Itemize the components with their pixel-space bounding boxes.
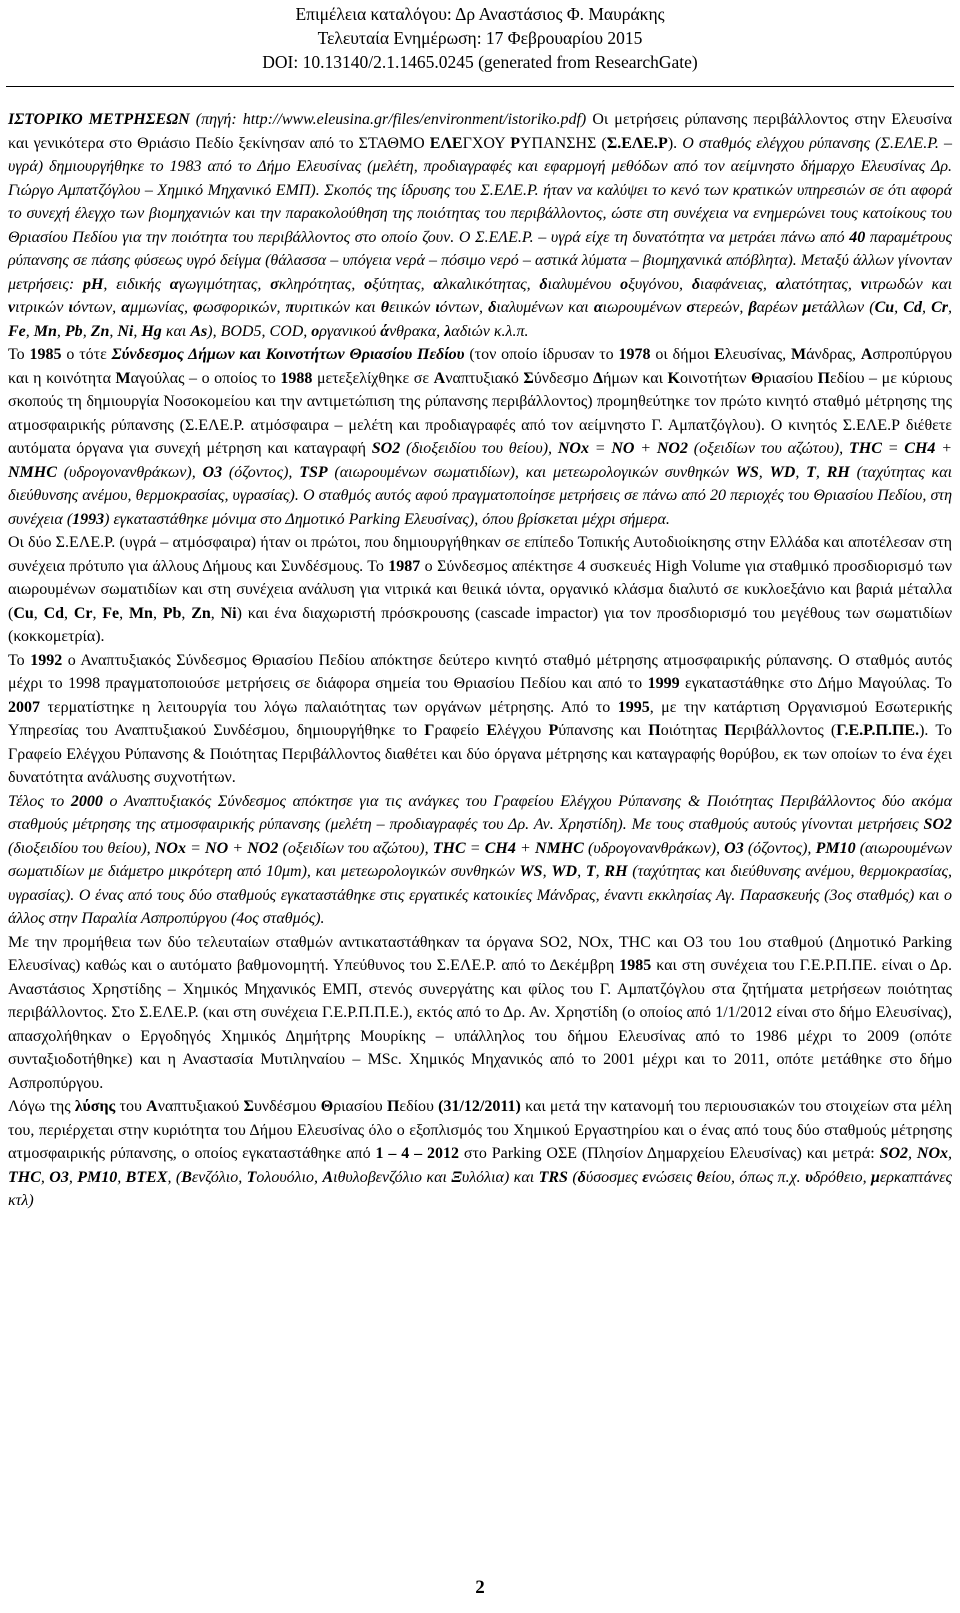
bold-run: Ρ xyxy=(548,722,559,739)
italic-run: (ταχύτητας και διεύθυνσης ανέμου, θερμοκρασίας, υγρασίας). Ο σταθμός αυτός αφού πραγματοποίησε μετρήσεις σε πάνω από 20 περιοχές του Θριασίου Πεδίου, στη συνέχεια ( xyxy=(8,463,953,528)
text-run: (τον οποίο ίδρυσαν το xyxy=(464,346,619,363)
italic-run: , xyxy=(577,863,586,880)
bold-run: RH xyxy=(604,863,628,880)
bold-run: θ xyxy=(380,299,390,316)
bold-run: NO2 xyxy=(247,839,279,857)
bold-run: Μ xyxy=(115,369,131,387)
italic-run: ξύτητας, xyxy=(372,275,434,293)
bold-run: φ xyxy=(193,299,203,316)
text-run: , xyxy=(210,604,221,622)
bold-run: Κ xyxy=(667,369,680,387)
header-update-line: Τελευταία Ενημέρωση: 17 Φεβρουαρίου 2015 xyxy=(317,28,643,48)
italic-run: κληρότητας, xyxy=(278,275,365,293)
bold-run: α xyxy=(775,275,785,293)
bold-run: δ xyxy=(577,1168,586,1186)
text-run: ). Το Γραφείο Ελέγχου Ρύπανσης & Ποιότητας Περιβάλλοντος διαθέτει και δύο όργανα μέτρησης και καταγραφής θορύβου, εκ των οποίων το ένα έχει δυνατότητα ανάλυσης συχνοτήτων. xyxy=(8,722,953,786)
bold-run: Π xyxy=(386,1098,400,1115)
text-run: ύπανσης και xyxy=(558,722,649,739)
bold-run: 1993 xyxy=(72,510,105,528)
text-run: υνδέσμου xyxy=(253,1098,321,1115)
italic-run: Ο σταθμός ελέγχου ρύπανσης (Σ.ΕΛΕ.Ρ. – υγρά) δημιουργήθηκε το 1983 από το Δήμο Ελευσίνας (μελέτη, προδιαγραφές και εφαρμογή μεθόδων από τον αείμνηστο δήμαρχο Ελευσίνας Δρ. Γιώργο Αμπατζόγλου – Χημικό Μηχανικό ΕΜΠ). Σκοπός της ίδρυσης του Σ.ΕΛΕ.Ρ. ήταν να καλύψει το κενό των κρατικών υπηρεσιών σε ότι αφορά το συνεχή έλεγχο των βιομηχανιών και την παρακολούθηση της ποιότητας του περιβάλλοντος, ώστε στη συνέχεια να ενημερώνει τους κατοίκους του Θριασίου Πεδίου για την ποιότητα του περιβάλλοντος στο οποίο ζουν. Ο Σ.ΕΛΕ.Ρ. – υγρά είχε τη δυνατότητα να μετράει πάνω από xyxy=(8,134,952,246)
text-run: , xyxy=(64,604,74,622)
bold-run: 1992 xyxy=(30,651,63,669)
italic-run: (οξειδίων του αζώτου), xyxy=(278,839,433,857)
text-run: και μετά την κατανομή του περιουσιακών του στοιχείων στα μέλη του, περιέρχεται στην κυριότητα του Δήμου Ελευσίνας όλο ο εξοπλισμός του Χημικού Εργαστηρίου και ο ένας από τους δύο σταθμούς μέτρησης ατμοσφαιρικής ρύπανσης, ο οποίος εγκαταστάθηκε από xyxy=(8,1098,953,1162)
bold-run: NO xyxy=(611,440,635,457)
text-run: λευσίνας, xyxy=(724,346,791,363)
bold-run: 40 xyxy=(849,228,866,246)
italic-run: ιθυλοβενζόλιο και xyxy=(333,1168,452,1186)
italic-run: ειικών xyxy=(389,299,436,316)
italic-run: Τέλος το xyxy=(8,792,71,810)
text-run: ναπτυξιακού xyxy=(157,1098,244,1115)
italic-run: , xyxy=(109,322,118,340)
bold-run: ν xyxy=(8,299,16,316)
italic-run: , xyxy=(758,463,770,481)
italic-run: , xyxy=(894,299,904,316)
text-run: , xyxy=(181,604,192,622)
bold-run: Α xyxy=(433,369,446,387)
paragraph-1985 xyxy=(8,343,952,531)
italic-run: (ταχύτητας και διεύθυνσης ανέμου, θερμοκρασίας, υγρασίας). Ο ένας από τους δύο σταθμούς εγκαταστάθηκε στις εργατικές κατοικίες Μάνδρας, έναντι εκκλησίας Αγ. Παρασκευής (3ος σταθμός) και ο άλλος στην Παραλία Ασπροπύργου (4ος σταθμός). xyxy=(8,863,953,927)
italic-run: , xyxy=(117,1168,126,1186)
italic-run: παραμέτρους ρύπανσης σε πάσης φύσεως υγρό δείγμα (θάλασσα – υπόγεια νερά – πόσιμο νερό – αστικά λύματα – βιομηχανικά απόβλητα). Μεταξύ άλλων γίνονταν μετρήσεις: xyxy=(8,228,952,293)
bold-run: Pb xyxy=(64,322,83,340)
bold-run: WD xyxy=(769,463,796,481)
bold-run: As xyxy=(190,322,208,340)
text-run: του xyxy=(115,1098,147,1115)
bold-run: Σ xyxy=(523,369,534,387)
bold-run: Θ xyxy=(751,369,764,387)
bold-run: 1995 xyxy=(617,698,650,716)
paragraph-history xyxy=(8,108,952,343)
italic-run: (διοξειδίου του θείου), xyxy=(8,839,155,857)
bold-run: 1999 xyxy=(647,675,680,692)
bold-run: Cr xyxy=(73,604,93,622)
italic-run: + xyxy=(935,440,953,457)
italic-run: , ειδικής xyxy=(103,275,170,293)
bold-run: υ xyxy=(805,1168,813,1186)
bold-run: λύσης xyxy=(74,1098,116,1115)
text-run: ύνδεσμο xyxy=(533,369,594,387)
section-heading: ΙΣΤΟΡΙΚΟ ΜΕΤΡΗΣΕΩΝ xyxy=(8,111,190,128)
bold-run: Ξ xyxy=(451,1168,462,1186)
bold-run: Mn xyxy=(33,322,57,340)
bold-run: SO2 xyxy=(879,1145,909,1162)
heading-source: (πηγή: http://www.eleusina.gr/files/environment/istoriko.pdf) xyxy=(189,111,587,128)
bold-run: α xyxy=(593,299,603,316)
paragraph-dissolution xyxy=(8,1095,952,1213)
text-run: σπροπύργου και η κοινότητα xyxy=(8,346,953,387)
bold-run: Fe xyxy=(102,604,120,622)
bold-run: Cu xyxy=(13,604,34,622)
italic-run: είου, όπως π.χ. xyxy=(704,1168,806,1186)
italic-run: + xyxy=(228,839,248,857)
bold-run: NMHC xyxy=(534,839,584,857)
bold-run: Π xyxy=(648,722,661,739)
italic-run: ιαλυμένων και xyxy=(496,299,594,316)
italic-run: ργανικού xyxy=(319,322,381,340)
bold-run: Γ.Ε.Ρ.Π.ΠΕ. xyxy=(836,722,920,739)
italic-run: υλόλια) και xyxy=(461,1168,539,1186)
bold-run: Ni xyxy=(220,604,237,622)
bold-run: TSP xyxy=(299,463,328,481)
bold-run: 1 – 4 – 2012 xyxy=(375,1145,459,1162)
italic-run: λατότητας, xyxy=(784,275,861,293)
text-run: εδίου – με κύριους σκοπούς τη δημιουργία Νοσοκομείου και την αντιμετώπιση της ρύπανσης περιβάλλοντος) προμηθεύτηκε τον πρώτο κινητό σταθμό μέτρησης της ατμοσφαιρικής ρύπανσης (Σ.ΕΛΕ.Ρ. ατμόσφαιρα – μελέτη και προδιαγραφές από τον αείμνηστο Γ. Αμπατζόγλου). Ο κινητός Σ.ΕΛΕ.Ρ διέθετε αυτόματα όργανα για συνεχή μέτρηση και καταγραφή xyxy=(8,369,952,457)
paragraph-2000 xyxy=(8,790,952,931)
italic-run: (υδρογονανθράκων), xyxy=(56,463,203,481)
bold-run: Ε xyxy=(714,346,725,363)
bold-run: β xyxy=(748,299,757,316)
text-run: ριασίου xyxy=(763,369,818,387)
bold-run: Θ xyxy=(320,1098,334,1115)
bold-run: α xyxy=(433,275,443,293)
italic-run: (όζοντος), xyxy=(743,839,816,857)
italic-run: μμωνίας, xyxy=(130,299,194,316)
text-run: Οι μετρήσεις ρύπανσης περιβάλλοντος στην Ελευσίνα και γενικότερα στο Θριάσιο Πεδίο ξεκίνησαν από το ΣΤΑΘΜΟ xyxy=(8,111,952,152)
bold-run: pH xyxy=(82,275,104,293)
italic-run: , xyxy=(948,1145,953,1162)
text-run: μετεξελίχθηκε σε xyxy=(312,369,434,387)
bold-run: Mn xyxy=(128,604,153,622)
text-run: εγκαταστάθηκε στο Δήμο Μαγούλας. Το xyxy=(679,675,952,692)
bold-run: NO2 xyxy=(656,440,688,457)
bold-run: Ni xyxy=(117,322,134,340)
bold-run: 1985 xyxy=(619,957,652,974)
bold-run: Cd xyxy=(43,604,65,622)
italic-run: , xyxy=(56,322,65,340)
italic-run: (οξειδίων του αζώτου), xyxy=(687,440,849,457)
text-run: ο τότε xyxy=(61,346,112,363)
italic-run: νθρακα, xyxy=(389,322,445,340)
italic-run: , ( xyxy=(167,1168,182,1186)
bold-run: 1978 xyxy=(618,346,651,363)
bold-run: Π xyxy=(724,722,737,739)
bold-run: δ xyxy=(539,275,548,293)
bold-run: THC xyxy=(8,1168,41,1186)
italic-run: (διοξειδίου του θείου), xyxy=(400,440,558,457)
bold-run: THC xyxy=(432,839,466,857)
text-run: Οι δύο Σ.ΕΛΕ.Ρ. (υγρά – ατμόσφαιρα) ήταν οι πρώτοι, που δημιουργήθηκαν σε επίπεδο Τοπικής Αυτοδιοίκησης στην Ελλάδα και αποτέλεσαν στη συνέχεια πρότυπο για άλλους Δήμους και Συνδέσμους. Το xyxy=(8,534,952,575)
italic-run: ) εγκαταστάθηκε μόνιμα στο Δημοτικό Parking Ελευσίνας), όπου βρίσκεται μέχρι σήμερα. xyxy=(104,510,670,528)
italic-run: (αιωρουμένων σωματιδίων), και μετεωρολογικών συνθηκών xyxy=(327,463,736,481)
italic-run: , xyxy=(25,322,34,340)
bold-run: Ρ xyxy=(510,134,520,152)
bold-run: Δ xyxy=(593,369,604,387)
italic-run: ξυγόνου, xyxy=(628,275,692,293)
paragraph-two-stations xyxy=(8,531,952,649)
text-run: λέγχου xyxy=(497,722,549,739)
italic-run: ( xyxy=(567,1168,578,1186)
bold-run: TRS xyxy=(538,1168,568,1186)
text-run: εριβάλλοντος ( xyxy=(736,722,837,739)
bold-run: Π xyxy=(817,369,831,387)
text-run: οινοτήτων xyxy=(679,369,752,387)
italic-run: ο Αναπτυξιακός Σύνδεσμος απόκτησε για τις ανάγκες του Γραφείου Ελέγχου Ρύπανσης & Ποιότητας Περιβάλλοντος δύο ακόμα σταθμούς μέτρησης της ατμοσφαιρικής ρύπανσης (μελέτη – προδιαγραφές του Δρ. Αν. Χρηστίδη). Με τους σταθμούς αυτούς γίνονται μετρήσεις xyxy=(8,792,952,833)
text-run: εδίου xyxy=(399,1098,439,1115)
text-run: τερματίστηκε η λειτουργία του λόγω παλαιότητας των οργάνων μέτρησης. Από το xyxy=(40,698,618,716)
page-number: 2 xyxy=(475,1577,485,1598)
header-editor-line: Επιμέλεια καταλόγου: Δρ Αναστάσιος Φ. Μαυράκης xyxy=(295,4,665,24)
italic-run: + xyxy=(515,839,535,857)
bold-run: 1988 xyxy=(280,369,313,387)
italic-run: , xyxy=(595,863,605,880)
bold-run: μ xyxy=(871,1168,880,1186)
bold-run: Cr xyxy=(931,299,948,316)
italic-run: (αιωρουμένων σωματιδίων με διάμετρο μικρότερη από 10μm), και μετεωρολογικών συνθηκών xyxy=(8,839,953,880)
bold-run: Zn xyxy=(191,604,211,622)
bold-run: NOx xyxy=(557,440,589,457)
italic-run: ενζόλιο, xyxy=(191,1168,247,1186)
bold-run: SO2 xyxy=(923,816,952,833)
bold-run: Β xyxy=(181,1168,192,1186)
bold-run: Pb xyxy=(162,604,182,622)
bold-run: O3 xyxy=(202,463,223,481)
text-run: , xyxy=(33,604,44,622)
bold-run: Α xyxy=(860,346,873,363)
bold-run: (31/12/2011) xyxy=(438,1098,521,1115)
bold-run: ά xyxy=(380,322,390,340)
italic-run: ωσφορικών, xyxy=(202,299,286,316)
bold-run: ο xyxy=(364,275,373,293)
italic-run: ιτρικών xyxy=(15,299,69,316)
paragraph-1992 xyxy=(8,649,952,790)
italic-run: , xyxy=(921,299,932,316)
bold-run: μ xyxy=(802,299,812,316)
bold-run: Cu xyxy=(874,299,895,316)
italic-run: , xyxy=(82,322,91,340)
bold-run: Ε xyxy=(486,722,498,739)
text-run: στο Parking ΟΣΕ (Πλησίον Δημαρχείου Ελευσίνας) και μετρά: xyxy=(458,1145,880,1162)
bold-run: Fe xyxy=(8,322,26,340)
bold-run: Α xyxy=(322,1168,334,1186)
text-run: , xyxy=(152,604,163,622)
bold-run: Cd xyxy=(903,299,922,316)
bold-run: λ xyxy=(444,322,452,340)
italic-run: και xyxy=(161,322,191,340)
text-run: οιότητας xyxy=(660,722,725,739)
italic-run: όντων, xyxy=(72,299,122,316)
italic-run: = xyxy=(588,440,612,457)
bold-run: Zn xyxy=(90,322,110,340)
bold-run: WS xyxy=(735,463,759,481)
text-run: Λόγω της xyxy=(8,1098,75,1115)
text-run: ) και ένα διαχωριστή πρόσκρουσης (cascade impactor) για τον προσδιορισμό του μεγέθους των σωματιδίων (κοκκομετρία). xyxy=(8,604,953,645)
header-doi-line: DOI: 10.13140/2.1.1465.0245 (generated from ResearchGate) xyxy=(262,52,698,72)
bold-run: ι xyxy=(435,299,440,316)
text-run: άνδρας, xyxy=(806,346,861,363)
italic-run: δρόθειο, xyxy=(812,1168,872,1186)
bold-run: δ xyxy=(488,299,497,316)
italic-run: + xyxy=(634,440,657,457)
italic-run: ιτρωδών και xyxy=(867,275,953,293)
italic-run: υριτικών και xyxy=(294,299,381,316)
bold-run: CH4 xyxy=(904,440,936,457)
bold-run: Α xyxy=(146,1098,158,1115)
italic-run: όντων, xyxy=(439,299,489,316)
italic-run: = xyxy=(465,839,485,857)
paragraph-replacement xyxy=(8,931,952,1096)
bold-run: Μ xyxy=(790,346,807,363)
italic-run: νώσεις xyxy=(648,1168,697,1186)
bold-run: ο xyxy=(620,275,629,293)
italic-run: , xyxy=(795,463,807,481)
italic-run: τερεών, xyxy=(695,299,749,316)
text-run: ο Σύνδεσμος απέκτησε 4 συσκευές High Volume για σταθμικό προσδιορισμό των αιωρουμένων σωματιδίων και στη συνέχεια ανάλυση για νιτρικά και θειικά ιόντα, οργανικό κλάσμα διαλυτό σε κυκλοεξάνιο και βαριά μέταλλα ( xyxy=(8,557,952,622)
bold-run: π xyxy=(285,299,295,316)
italic-run: = xyxy=(881,440,905,457)
bold-run: Hg xyxy=(141,322,162,340)
italic-run: (όζοντος), xyxy=(222,463,300,481)
bold-run: ι xyxy=(68,299,73,316)
bold-run: WS xyxy=(519,863,543,880)
italic-run: ), BOD5, COD, xyxy=(207,322,312,340)
bold-run: θ xyxy=(696,1168,705,1186)
bold-run: Γ xyxy=(424,722,435,739)
bold-run: ο xyxy=(311,322,320,340)
text-run: ραφείο xyxy=(434,722,487,739)
italic-run: ύσοσμες xyxy=(585,1168,643,1186)
text-run: ήμων και xyxy=(603,369,668,387)
text-run: ΥΠΑΝΣΗΣ ( xyxy=(519,134,607,152)
italic-run: , xyxy=(542,863,552,880)
bold-run: THC xyxy=(849,440,882,457)
bold-run: 1987 xyxy=(388,557,421,575)
bold-run: PM10 xyxy=(815,839,856,857)
header-divider xyxy=(6,86,954,87)
bold-run: σ xyxy=(270,275,279,293)
bold-run: BTEX xyxy=(125,1168,168,1186)
document-body xyxy=(8,108,952,1213)
text-run: Το xyxy=(8,651,31,669)
bold-run: Τ xyxy=(246,1168,257,1186)
bold-run: NO xyxy=(205,839,229,857)
text-run: οι δήμοι xyxy=(650,346,715,363)
italic-run: αδιών κ.λ.π. xyxy=(451,322,529,340)
bold-run: O3 xyxy=(724,839,744,857)
italic-run: αρέων xyxy=(756,299,803,316)
italic-run: γωγιμότητας, xyxy=(178,275,271,293)
bold-run: O3 xyxy=(49,1168,69,1186)
bold-run: T xyxy=(806,463,816,481)
bold-run: WD xyxy=(551,863,578,880)
bold-run: δ xyxy=(691,275,701,293)
page-header xyxy=(0,2,960,74)
italic-run: ετάλλων ( xyxy=(811,299,875,316)
bold-run: 2007 xyxy=(8,698,40,716)
italic-run: ολουόλιο, xyxy=(256,1168,323,1186)
text-run: ο Αναπτυξιακός Σύνδεσμος Θριασίου Πεδίου απόκτησε δεύτερο κινητό σταθμό μέτρησης ατμοσφαιρικής ρύπανσης. Ο σταθμός αυτός μέχρι το 1998 πραγματοποιούσε μετρήσεις σε διάφορα σημεία του Θριασίου Πεδίου και από το xyxy=(8,651,953,692)
italic-run: ιωρουμένων xyxy=(602,299,687,316)
italic-run: , xyxy=(68,1168,78,1186)
bold-italic-run: Σύνδεσμος Δήμων και Κοινοτήτων Θριασίου Πεδίου xyxy=(111,346,465,363)
bold-run: α xyxy=(169,275,179,293)
italic-run: , xyxy=(815,463,827,481)
bold-run: PM10 xyxy=(77,1168,118,1186)
bold-run: NOx xyxy=(916,1145,949,1162)
text-run: αγούλας – ο οποίος το xyxy=(130,369,281,387)
italic-run: ερκαπτάνες κτλ) xyxy=(8,1168,953,1209)
text-run: ). xyxy=(667,134,683,152)
bold-run: RH xyxy=(826,463,850,481)
bold-run: NMHC xyxy=(8,463,57,481)
text-run: , xyxy=(92,604,103,622)
bold-run: 2000 xyxy=(70,792,103,810)
italic-run: ιαφάνειας, xyxy=(700,275,776,293)
bold-run: ν xyxy=(860,275,868,293)
italic-run: , xyxy=(40,1168,50,1186)
text-run: ριασίου xyxy=(333,1098,387,1115)
italic-run: λκαλικότητας, xyxy=(442,275,540,293)
bold-run: Σ.ΕΛΕ.Ρ xyxy=(606,134,668,152)
italic-run: , xyxy=(948,299,952,316)
text-run: , με την κατάρτιση Οργανισμού Εσωτερικής Υπηρεσίας του Αναπτυξιακού Συνδέσμου, δημιουργήθηκε το xyxy=(8,698,952,739)
italic-run: (υδρογονανθράκων), xyxy=(583,839,725,857)
bold-run: T xyxy=(585,863,596,880)
italic-run: , xyxy=(908,1145,917,1162)
italic-run: , xyxy=(133,322,142,340)
bold-run: Σ xyxy=(243,1098,254,1115)
bold-run: α xyxy=(121,299,131,316)
text-run: και στη συνέχεια του Γ.Ε.Ρ.Π.ΠΕ. είναι ο Δρ. Αναστάσιος Χρηστίδης – Χημικός Μηχανικός ΕΜΠ, στενός συνεργάτης και φίλος του Γ. Αμπατζόγλου στα ζητήματα μετρήσεων ποιότητας περιβάλλοντος. Στο Σ.ΕΛΕ.Ρ. (και στη συνέχεια Γ.Ε.Ρ.Π.Π.Ε.), εκτός από το Δρ. Αν. Χρηστίδη (ο οποίος από 1/1/2012 είναι στο δήμο Ελευσίνας), απασχολήθηκαν ο Εργοδηγός Χημικός Δημήτρης Μουρίκης – υπάλληλος του δήμου Ελευσίνας από το 1986 μέχρι το 2009 (οπότε συνταξιοδοτήθηκε) και η Αναστασία Μυτιληναίου – MSc. Χημικός Μηχανικός από το 2001 μέχρι και το 2011, οπότε μετάθηκε στο δήμο Ασπροπύργου. xyxy=(8,957,952,1092)
bold-run: σ xyxy=(686,299,696,316)
text-run: , xyxy=(119,604,129,622)
bold-run: NOx xyxy=(154,839,186,857)
text-run: ναπτυξιακό xyxy=(445,369,524,387)
italic-run: = xyxy=(185,839,206,857)
bold-run: CH4 xyxy=(484,839,516,857)
italic-run: ιαλυμένου xyxy=(547,275,621,293)
bold-run: SO2 xyxy=(371,440,401,457)
text-run: Το xyxy=(8,346,30,363)
text-run: ΓΧΟΥ xyxy=(462,134,511,152)
bold-run: ΕΛΕ xyxy=(429,134,463,152)
bold-run: 1985 xyxy=(29,346,62,363)
bold-run: ε xyxy=(642,1168,649,1186)
text-run: Με την προμήθεια των δύο τελευταίων σταθμών αντικαταστάθηκαν τα όργανα SO2, NOx, THC και O3 του 1ου σταθμού (Δημοτικό Parking Ελευσίνας) καθώς και ο αυτόματο βαθμονομητή. Υπεύθυνος του Σ.ΕΛΕ.Ρ. από το Δεκέμβρη xyxy=(8,933,952,974)
